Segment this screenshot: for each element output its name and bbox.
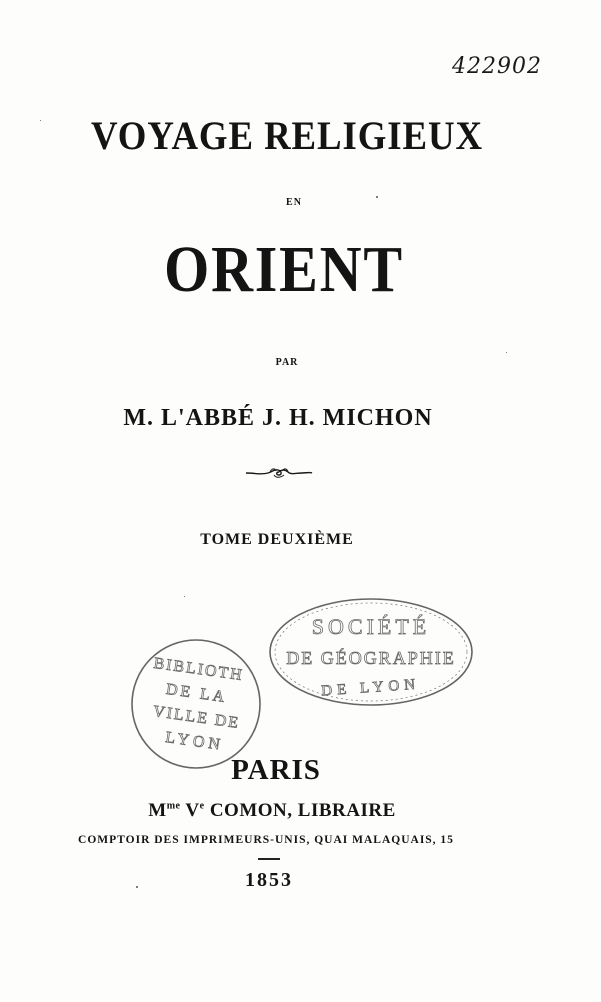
imprint-publisher <box>148 800 395 822</box>
title-connector: EN <box>286 197 302 208</box>
byline-par: PAR <box>275 357 299 368</box>
biblio-stamp-line-1: BIBLIOTH <box>152 654 245 685</box>
paper-speck <box>376 196 378 198</box>
biblio-stamp-line-2: DE LA <box>164 680 229 707</box>
paper-speck <box>136 886 138 888</box>
publisher-prefix-sup: me <box>166 800 181 812</box>
publisher-name: COMON, LIBRAIRE <box>209 800 396 821</box>
ornament-divider <box>244 464 314 480</box>
title-line-1: VOYAGE RELIGIEUX <box>91 113 483 158</box>
bibliotheque-lyon-stamp <box>128 636 264 772</box>
imprint-city: PARIS <box>231 754 321 786</box>
paper-speck <box>506 352 507 353</box>
paper-speck <box>184 596 185 597</box>
volume-label: TOME DEUXIÈME <box>200 531 354 548</box>
publisher-v-sup: e <box>199 800 205 812</box>
biblio-stamp-line-3: VILLE DE <box>152 703 242 733</box>
societe-stamp-line-3: DE LYON <box>320 676 421 700</box>
societe-stamp-line-2: DE GÉOGRAPHIE <box>286 648 456 668</box>
paper-speck <box>40 120 41 121</box>
publisher-v: V <box>185 800 200 821</box>
biblio-stamp-line-4: LYON <box>164 729 225 755</box>
call-number: 422902 <box>452 54 542 79</box>
societe-geographie-stamp <box>266 594 476 710</box>
year-rule <box>258 858 280 860</box>
imprint-address: COMPTOIR DES IMPRIMEURS-UNIS, QUAI MALAQUAIS, 15 <box>78 834 454 846</box>
imprint-year: 1853 <box>245 869 293 891</box>
societe-stamp-line-1: SOCIÉTÉ <box>311 614 431 639</box>
author-name: M. L'ABBÉ J. H. MICHON <box>123 405 433 431</box>
title-line-2: ORIENT <box>164 233 404 306</box>
publisher-prefix: M <box>148 800 167 821</box>
